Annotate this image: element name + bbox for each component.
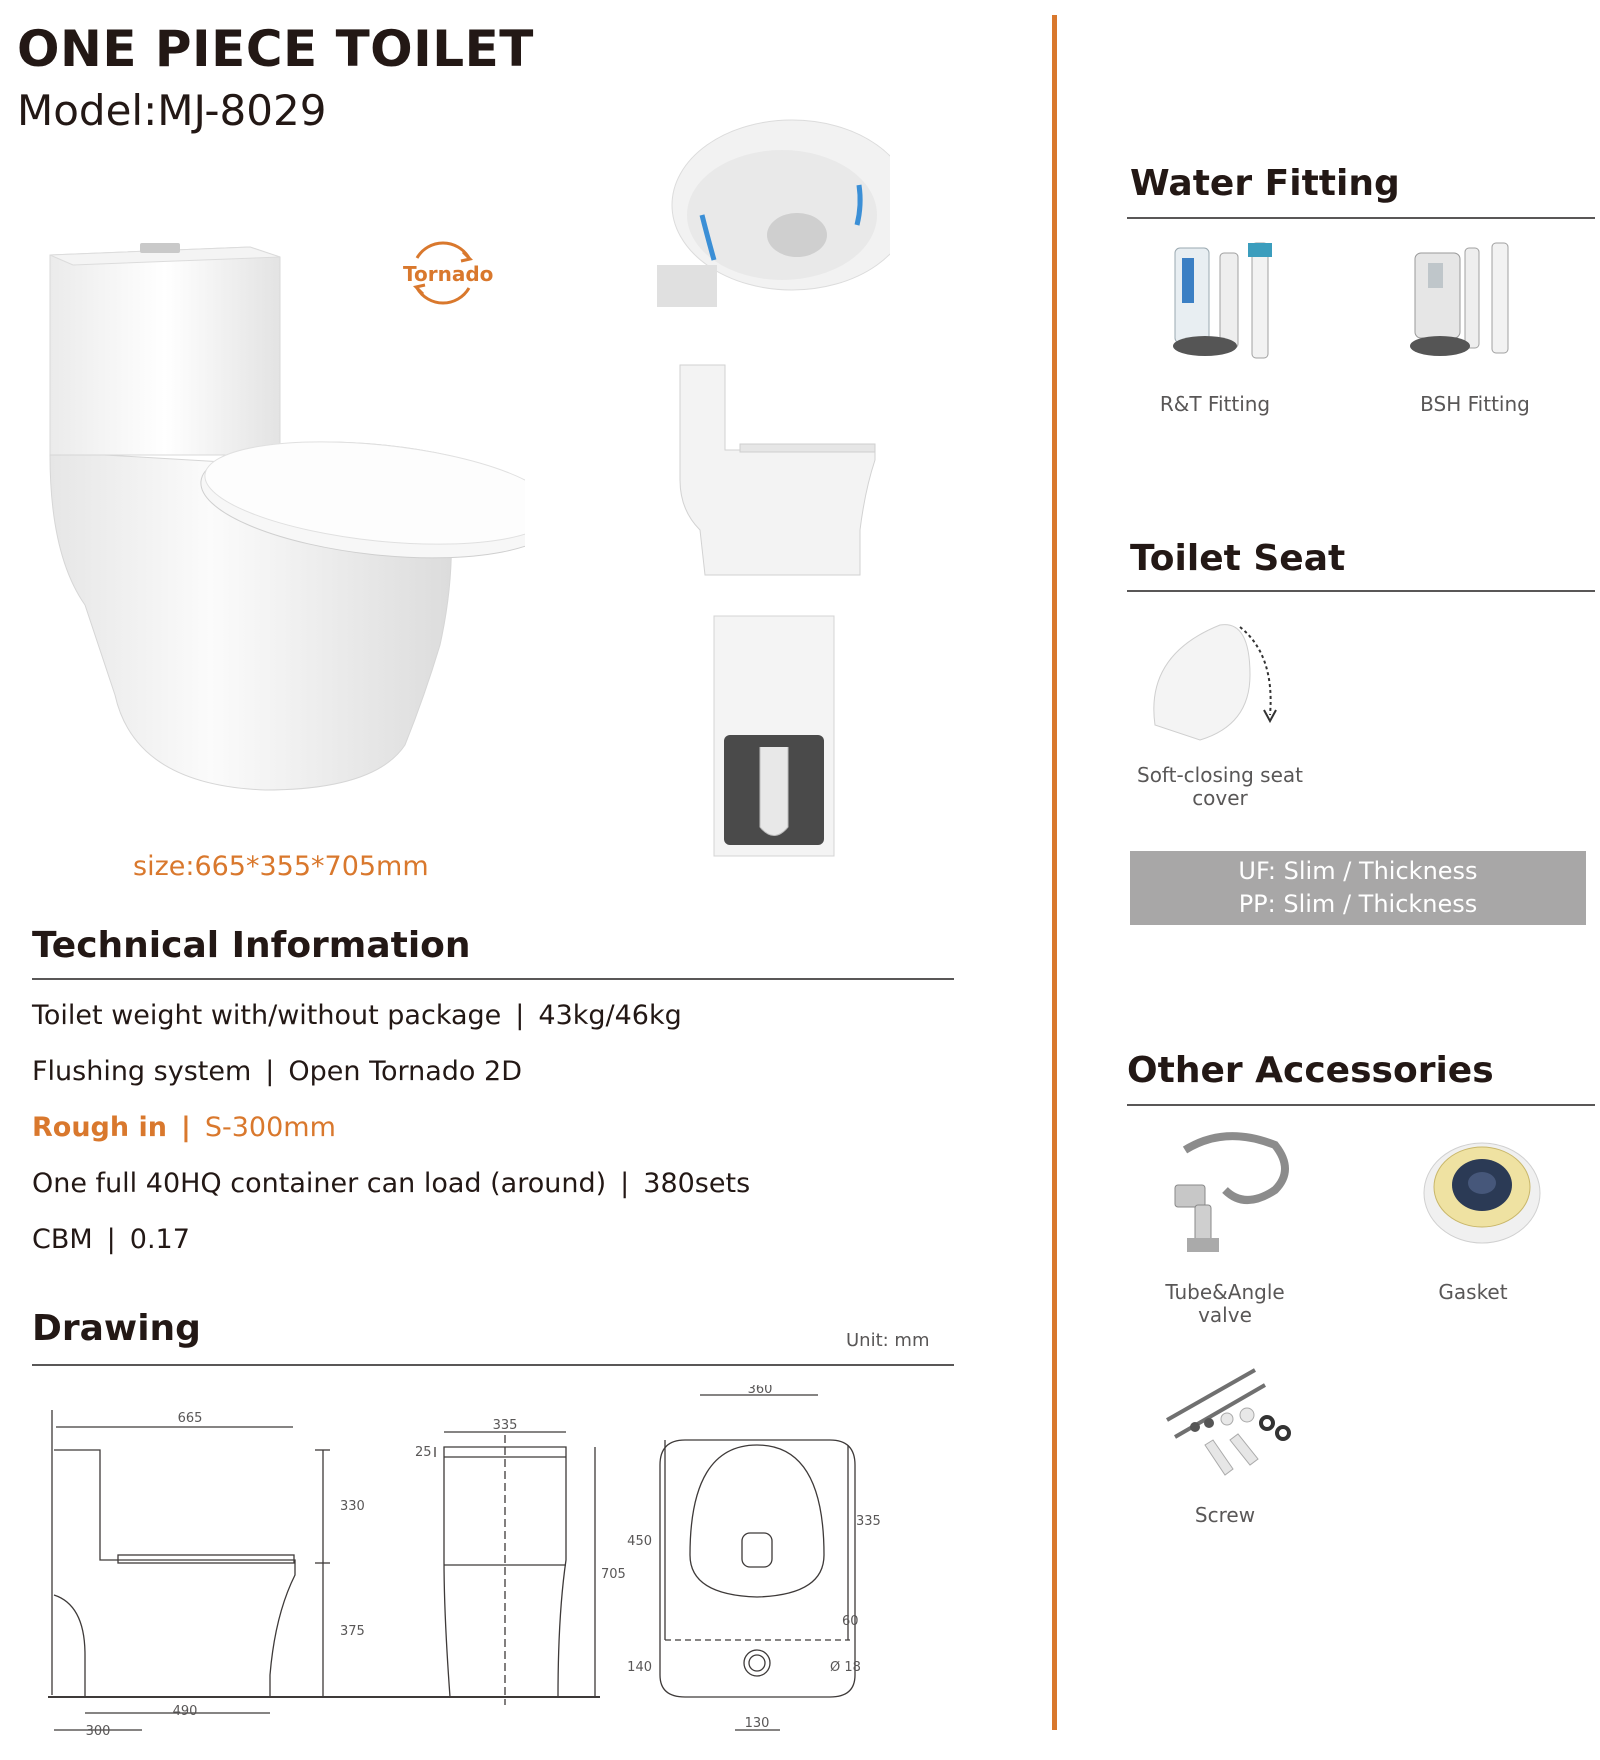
tech-row	[32, 1056, 522, 1087]
tech-row-label: Flushing system	[32, 1056, 252, 1087]
toilet-seat-rule	[1127, 590, 1595, 592]
tech-row-separator: |	[265, 1056, 275, 1087]
product-size: size:665*355*705mm	[133, 851, 429, 882]
water-fitting-heading: Water Fitting	[1130, 163, 1400, 204]
page-title: ONE PIECE TOILET	[17, 20, 534, 78]
toilet-side-view-image	[675, 360, 880, 580]
dim-side-rough: 300	[85, 1724, 111, 1739]
seat-material-pp: PP: Slim / Thickness	[1238, 890, 1478, 918]
tornado-badge-text: Tornado	[403, 262, 494, 286]
tech-row	[32, 1168, 750, 1199]
drawing-heading: Drawing	[32, 1308, 201, 1349]
tech-row-separator: |	[106, 1224, 116, 1255]
model-number: Model:MJ-8029	[17, 86, 327, 135]
accessory-label-line1: Tube&Angle	[1165, 1280, 1285, 1304]
tube-angle-valve-icon	[1165, 1130, 1295, 1260]
dim-side-tank: 330	[340, 1499, 365, 1514]
accessory-label-line2: valve	[1198, 1303, 1252, 1327]
tech-row-separator: |	[181, 1112, 191, 1143]
tech-row-value: 0.17	[129, 1224, 190, 1255]
dim-top-seat: 335	[856, 1514, 881, 1529]
seat-caption-line1: Soft-closing seat	[1137, 763, 1303, 787]
tech-row-label: One full 40HQ container can load (around)	[32, 1168, 607, 1199]
tech-row-value: Open Tornado 2D	[288, 1056, 523, 1087]
accessory-label: Screw	[1194, 1503, 1256, 1527]
dim-front-height: 705	[601, 1567, 626, 1582]
technical-rule	[32, 978, 954, 980]
tech-row	[32, 1224, 190, 1255]
accessory-label: Gasket	[1438, 1280, 1508, 1304]
tech-row-separator: |	[515, 1000, 525, 1031]
tech-row-label: Rough in	[32, 1112, 167, 1143]
bsh-fitting-icon	[1400, 238, 1530, 368]
tech-row-separator: |	[620, 1168, 630, 1199]
dim-top-a: 60	[842, 1614, 859, 1629]
tech-row-value: 380sets	[643, 1168, 751, 1199]
dim-side-depth: 490	[172, 1704, 198, 1719]
rt-fitting-label: R&T Fitting	[1159, 392, 1271, 416]
seat-material-uf: UF: Slim / Thickness	[1238, 857, 1478, 885]
dim-top-hole: Ø 18	[830, 1660, 861, 1675]
dim-top-width: 360	[747, 1385, 773, 1397]
drawing-side-view	[48, 1410, 600, 1730]
tech-row-highlight	[32, 1112, 336, 1143]
dim-top-b: 140	[627, 1660, 652, 1675]
dim-side-width: 665	[177, 1411, 203, 1426]
bowl-top-view-image	[657, 115, 890, 307]
drawing-front-view	[435, 1432, 595, 1705]
dim-side-bowl: 375	[340, 1624, 365, 1639]
soft-close-seat-icon	[1140, 615, 1285, 750]
drawing-top-view	[660, 1395, 855, 1730]
bsh-fitting-label: BSH Fitting	[1420, 392, 1530, 416]
water-fitting-rule	[1127, 217, 1595, 219]
toilet-back-view-image	[710, 612, 838, 862]
drawing-rule	[32, 1364, 954, 1366]
tech-row-value: S-300mm	[204, 1112, 336, 1143]
screw-icon	[1155, 1365, 1295, 1495]
tech-row-label: Toilet weight with/without package	[32, 1000, 502, 1031]
rt-fitting-icon	[1160, 238, 1290, 368]
toilet-seat-heading: Toilet Seat	[1130, 538, 1346, 579]
seat-caption-line2: cover	[1192, 786, 1248, 810]
technical-drawing	[40, 1385, 920, 1740]
technical-heading: Technical Information	[32, 925, 471, 966]
gasket-icon	[1420, 1135, 1545, 1250]
dim-front-lid: 25	[415, 1445, 432, 1460]
seat-material-box	[1130, 851, 1586, 925]
tech-row-value: 43kg/46kg	[538, 1000, 682, 1031]
accessories-rule	[1127, 1104, 1595, 1106]
tech-row	[32, 1000, 682, 1031]
vertical-divider	[1052, 15, 1057, 1730]
dim-front-width: 335	[492, 1418, 518, 1433]
toilet-main-image	[45, 225, 525, 805]
drawing-unit: Unit: mm	[846, 1330, 930, 1351]
tech-row-label: CBM	[32, 1224, 93, 1255]
dim-top-base: 130	[744, 1716, 770, 1731]
accessories-heading: Other Accessories	[1127, 1050, 1494, 1091]
dim-top-depth: 450	[627, 1534, 652, 1549]
